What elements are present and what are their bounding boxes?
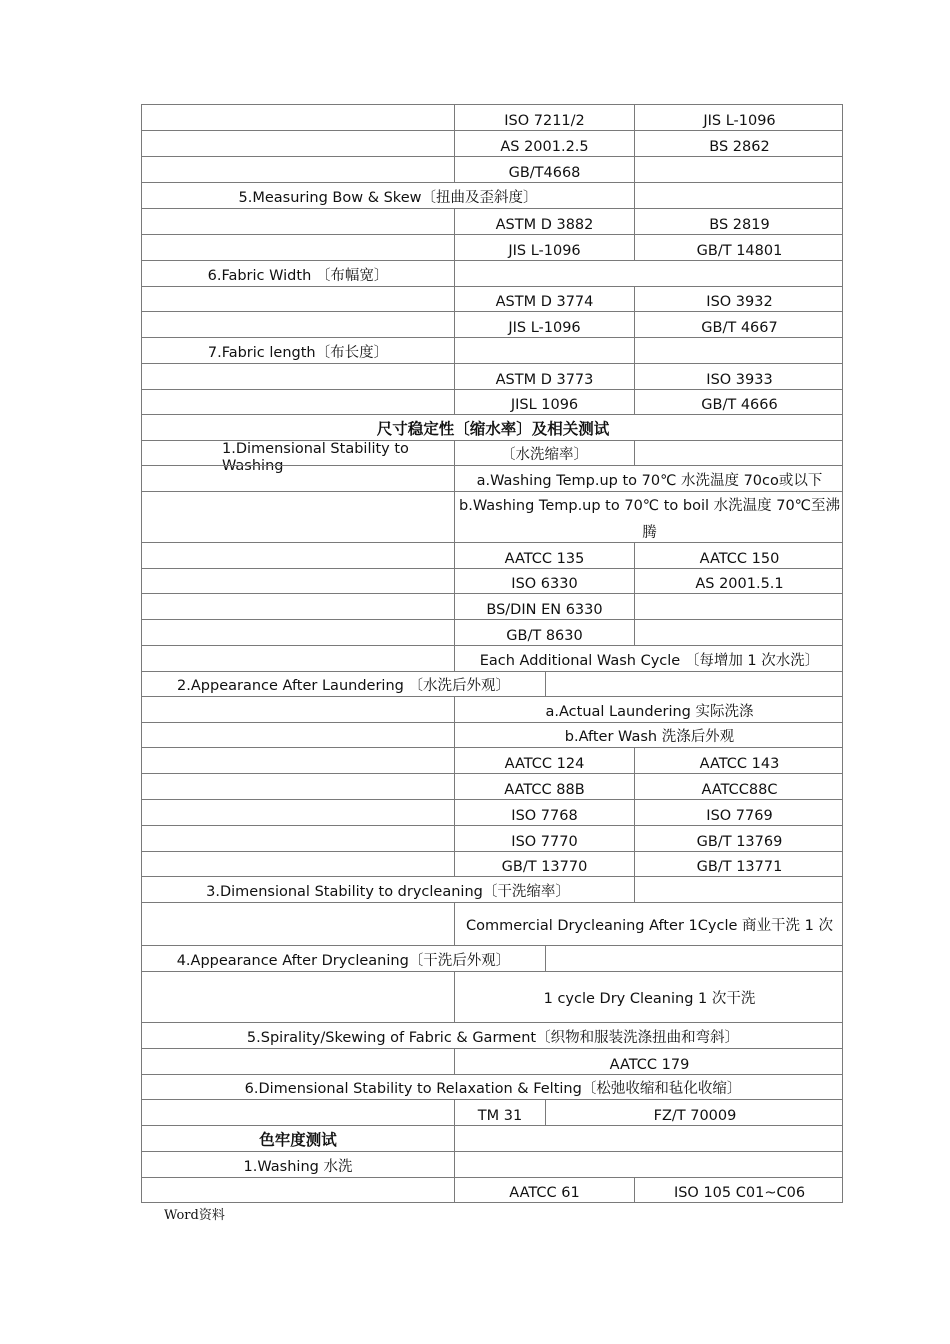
- table-row: [141, 645, 843, 671]
- table-cell: BS 2862: [634, 131, 844, 156]
- table-cell: [142, 697, 454, 722]
- table-row: [141, 465, 843, 491]
- table-cell: [142, 543, 454, 568]
- table-cell: [142, 312, 454, 337]
- table-bottom-border: [141, 1202, 843, 1203]
- table-cell: ISO 7769: [634, 800, 844, 825]
- table-cell: GB/T 8630: [454, 620, 634, 645]
- table-cell: AATCC 61: [454, 1178, 634, 1202]
- table-cell: [142, 131, 454, 156]
- table-row: [141, 1151, 843, 1177]
- table-cell: ISO 7211/2: [454, 105, 634, 130]
- table-cell: [142, 972, 454, 1022]
- table-cell: ISO 3932: [634, 287, 844, 311]
- table-cell: ASTM D 3774: [454, 287, 634, 311]
- table-cell: [142, 235, 454, 260]
- table-cell: TM 31: [454, 1100, 545, 1125]
- table-cell: [454, 1152, 844, 1177]
- table-cell: 5.Spirality/Skewing of Fabric & Garment〔织物和服装洗涤扭曲和弯斜〕: [246, 1030, 740, 1046]
- table-cell: a.Washing Temp.up to 70℃ 水洗温度 70co或以下: [454, 466, 844, 491]
- table-cell: b.Washing Temp.up to 70℃ to boil 水洗温度 70℃至沸腾: [454, 492, 844, 542]
- table-cell: ISO 105 C01~C06: [634, 1178, 844, 1202]
- table-cell: AATCC 88B: [454, 774, 634, 799]
- table-cell: AATCC 143: [634, 748, 844, 773]
- table-cell: [634, 594, 844, 619]
- table-row: [141, 593, 843, 619]
- table-cell: ISO 3933: [634, 364, 844, 389]
- table-cell: [142, 157, 454, 182]
- table-cell: 4.Appearance After Drycleaning〔干洗后外观〕: [176, 953, 511, 969]
- table-cell: [634, 183, 844, 208]
- table-cell: [634, 620, 844, 645]
- table-cell: 1.Dimensional Stability to Washing: [222, 441, 409, 474]
- table-cell: FZ/T 70009: [545, 1100, 844, 1125]
- table-cell: b.After Wash 洗涤后外观: [454, 723, 844, 747]
- table-row: [141, 671, 843, 696]
- table-cell: [142, 594, 454, 619]
- table-cell: [454, 1126, 844, 1151]
- table-row: [141, 825, 843, 851]
- table-row: [141, 902, 843, 945]
- table-cell: GB/T 4666: [634, 390, 844, 414]
- footer-text: Word资料: [164, 1208, 225, 1223]
- table-cell: [634, 441, 844, 465]
- table-cell: 3.Dimensional Stability to drycleaning〔干洗缩率〕: [206, 884, 570, 900]
- table-cell: 6.Dimensional Stability to Relaxation & Felting〔松弛收缩和毡化收缩〕: [244, 1081, 742, 1097]
- table-row: [141, 311, 843, 337]
- table-row: [141, 208, 843, 234]
- table-cell: AATCC 179: [454, 1049, 844, 1074]
- table-row: [141, 286, 843, 311]
- table-cell: [142, 620, 454, 645]
- table-row: [141, 722, 843, 747]
- table-cell: [545, 672, 844, 696]
- table-cell: ASTM D 3773: [454, 364, 634, 389]
- table-row: [141, 156, 843, 182]
- table-cell: Each Additional Wash Cycle 〔每增加 1 次水洗〕: [454, 646, 844, 671]
- table-row: [141, 389, 843, 414]
- table-cell: [142, 492, 454, 542]
- table-cell: [142, 800, 454, 825]
- table-cell: ISO 7768: [454, 800, 634, 825]
- table-cell: [142, 569, 454, 593]
- table-cell: [142, 1100, 454, 1125]
- table-cell: [142, 748, 454, 773]
- table-cell: [142, 903, 454, 945]
- table-cell: ISO 7770: [454, 826, 634, 851]
- table-cell: BS/DIN EN 6330: [454, 594, 634, 619]
- table-cell: GB/T 13770: [454, 852, 634, 876]
- table-cell: 色牢度测试: [259, 1131, 337, 1149]
- table-cell: BS 2819: [634, 209, 844, 234]
- table-cell: [142, 105, 454, 130]
- table-cell: [634, 157, 844, 182]
- table-cell: 〔水洗缩率〕: [454, 441, 634, 465]
- table-row: [141, 747, 843, 773]
- table-cell: [142, 364, 454, 389]
- table-row: [141, 799, 843, 825]
- table-row: [141, 1022, 843, 1048]
- table-row: [141, 1048, 843, 1074]
- table-row: [141, 1099, 843, 1125]
- table-cell: GB/T4668: [454, 157, 634, 182]
- table-cell: [142, 209, 454, 234]
- table-cell: [545, 946, 844, 971]
- table-row: [141, 619, 843, 645]
- table-row: [141, 1177, 843, 1202]
- table-cell: ISO 6330: [454, 569, 634, 593]
- table-row: [141, 104, 843, 130]
- table-row: [141, 568, 843, 593]
- table-row: [141, 234, 843, 260]
- table-cell: [142, 1178, 454, 1202]
- table-cell: 5.Measuring Bow & Skew〔扭曲及歪斜度〕: [238, 190, 538, 206]
- table-cell: [634, 338, 844, 363]
- table-row: [141, 876, 843, 902]
- table-cell: [142, 287, 454, 311]
- table-cell: [142, 646, 454, 671]
- table-cell: JIS L-1096: [454, 235, 634, 260]
- table-cell: GB/T 14801: [634, 235, 844, 260]
- table-row: [141, 440, 843, 474]
- table-row: [141, 130, 843, 156]
- table-row: [141, 337, 843, 363]
- table-cell: GB/T 4667: [634, 312, 844, 337]
- table-row: [141, 414, 843, 440]
- table-cell: AS 2001.2.5: [454, 131, 634, 156]
- table-cell: AS 2001.5.1: [634, 569, 844, 593]
- table-cell: JISL 1096: [454, 390, 634, 414]
- table-row: [141, 851, 843, 876]
- table-row: [141, 773, 843, 799]
- table-row: [141, 1074, 843, 1099]
- table-cell: 1 cycle Dry Cleaning 1 次干洗: [454, 972, 844, 1022]
- table-cell: AATCC 150: [634, 543, 844, 568]
- table-cell: GB/T 13771: [634, 852, 844, 876]
- table-cell: 6.Fabric Width 〔布幅宽〕: [207, 268, 389, 284]
- table-row: [141, 696, 843, 722]
- table-cell: 1.Washing 水洗: [243, 1159, 353, 1175]
- table-row: [141, 945, 843, 971]
- table-cell: ASTM D 3882: [454, 209, 634, 234]
- table-cell: 7.Fabric length〔布长度〕: [207, 345, 389, 361]
- table-row: [141, 971, 843, 1022]
- table-row: [141, 542, 843, 568]
- table-cell: 尺寸稳定性〔缩水率〕及相关测试: [376, 420, 610, 438]
- table-cell: [142, 723, 454, 747]
- table-cell: [142, 390, 454, 414]
- table-cell: [142, 466, 454, 491]
- table-cell: AATCC 135: [454, 543, 634, 568]
- table-cell: a.Actual Laundering 实际洗涤: [454, 697, 844, 722]
- table-cell: [142, 852, 454, 876]
- table-row: [141, 1125, 843, 1151]
- table-row: [141, 491, 843, 542]
- table-cell: [142, 1049, 454, 1074]
- table-row: [141, 363, 843, 389]
- table-cell: Commercial Drycleaning After 1Cycle 商业干洗 1 次: [454, 903, 844, 945]
- table-cell: [142, 826, 454, 851]
- table-cell: JIS L-1096: [454, 312, 634, 337]
- table-cell: AATCC88C: [634, 774, 844, 799]
- table-cell: [142, 774, 454, 799]
- table-cell: [634, 877, 844, 902]
- table-row: [141, 182, 843, 208]
- table-row: [141, 260, 843, 286]
- table-cell: JIS L-1096: [634, 105, 844, 130]
- table-cell: 2.Appearance After Laundering 〔水洗后外观〕: [177, 678, 510, 694]
- table-cell: GB/T 13769: [634, 826, 844, 851]
- table-cell: AATCC 124: [454, 748, 634, 773]
- table-cell: [454, 338, 634, 363]
- table-cell: [454, 261, 844, 286]
